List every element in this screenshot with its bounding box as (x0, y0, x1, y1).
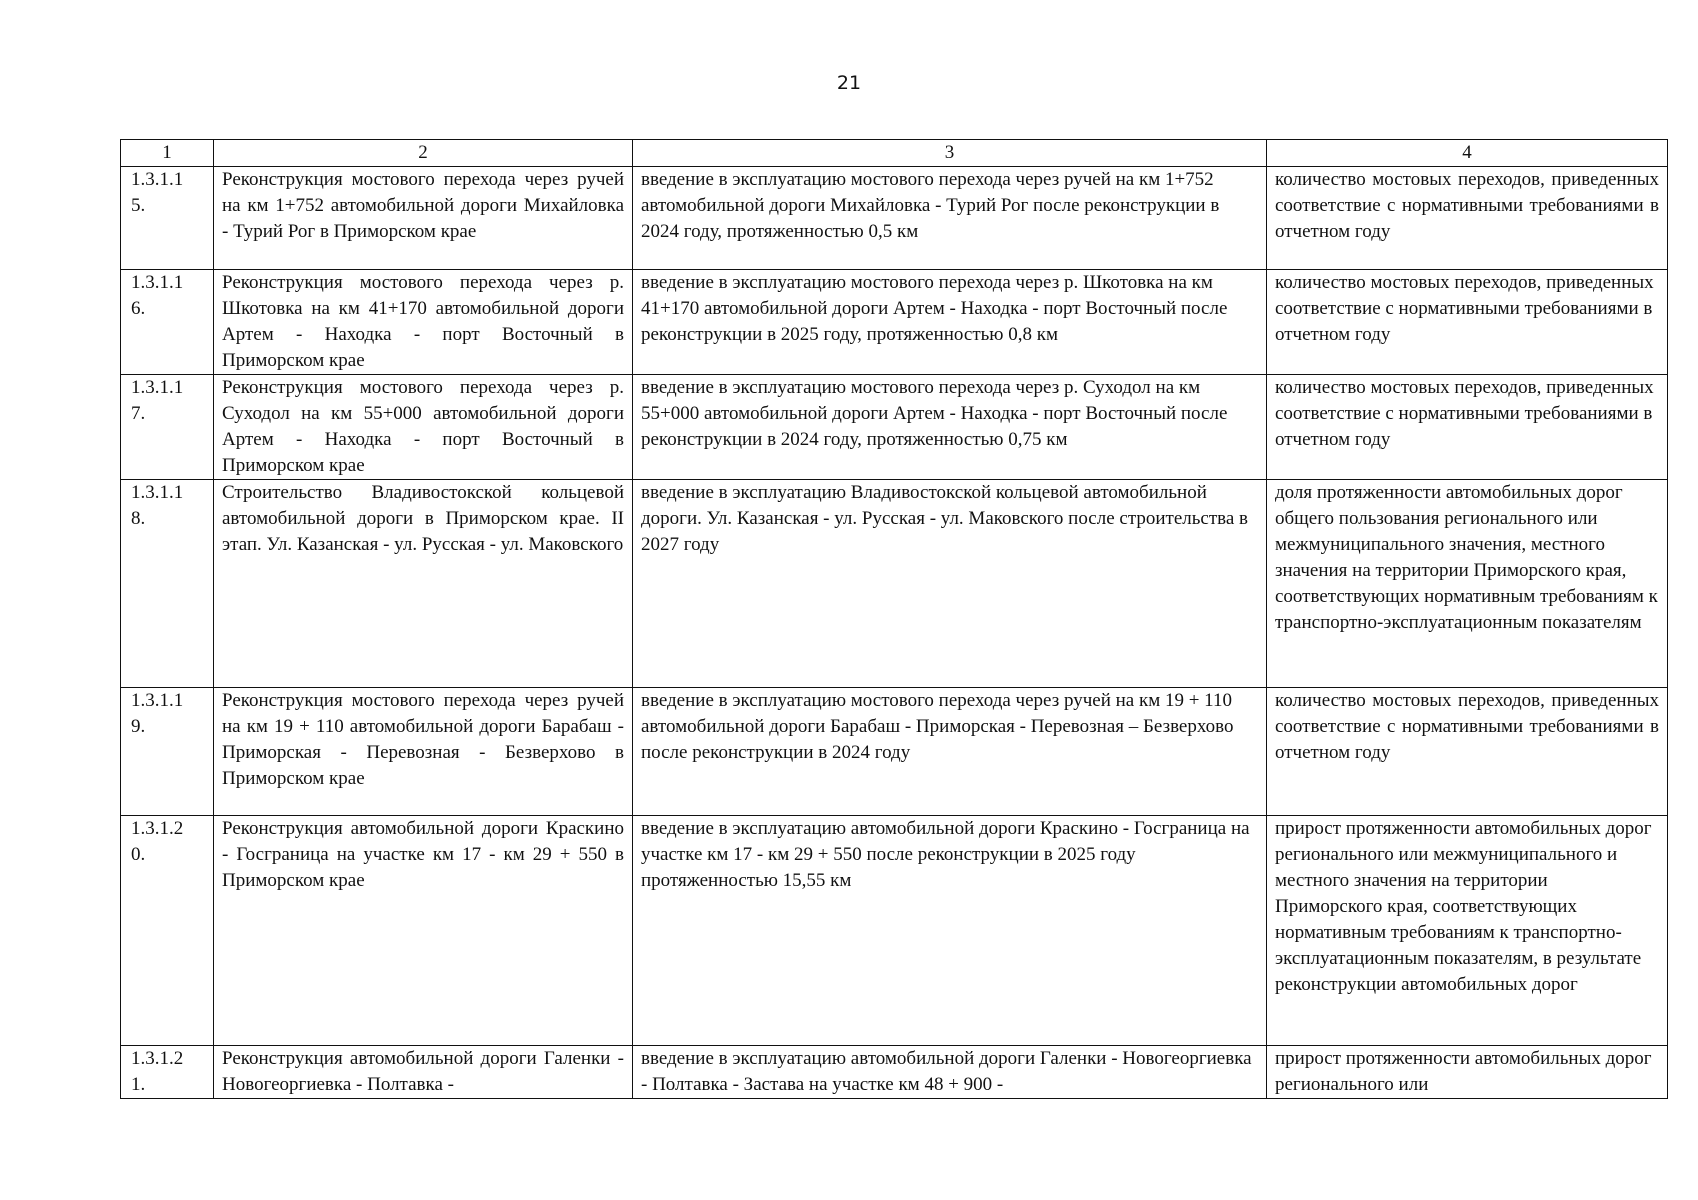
table-row (121, 167, 1668, 270)
row-number: 1.3.1.1 6. (121, 270, 214, 375)
table-row (121, 270, 1668, 375)
indicator-cell: прирост протяженности автомобильных дорог регионального или (1267, 1046, 1668, 1099)
object-name-cell: Строительство Владивостокской кольцевой автомобильной дороги в Приморском крае. II этап. Ул. Казанская - ул. Русская - ул. Маковского (214, 480, 633, 688)
result-cell: введение в эксплуатацию автомобильной дороги Галенки - Новогеоргиевка - Полтавка - Застава на участке км 48 + 900 - (633, 1046, 1267, 1099)
table-row (121, 375, 1668, 480)
column-header: 3 (633, 140, 1267, 167)
table-row (121, 816, 1668, 1046)
row-number: 1.3.1.1 7. (121, 375, 214, 480)
result-cell: введение в эксплуатацию мостового перехода через р. Шкотовка на км 41+170 автомобильной дороги Артем - Находка - порт Восточный после реконструкции в 2025 году, протяженностью 0,8 км (633, 270, 1267, 375)
row-number: 1.3.1.1 9. (121, 688, 214, 816)
indicator-cell: количество мостовых переходов, приведенных соответствие с нормативными требованиями в отчетном году (1267, 270, 1668, 375)
indicator-cell: доля протяженности автомобильных дорог общего пользования регионального или межмуниципального значения, местного значения на территории Приморского края, соответствующих нормативным требованиям к транспортно-эксплуатационным показателям (1267, 480, 1668, 688)
object-name-cell: Реконструкция мостового перехода через р. Шкотовка на км 41+170 автомобильной дороги Артем - Находка - порт Восточный в Приморском крае (214, 270, 633, 375)
object-name-cell: Реконструкция мостового перехода через ручей на км 19 + 110 автомобильной дороги Барабаш - Приморская - Перевозная - Безверхово в Приморском крае (214, 688, 633, 816)
indicator-cell: количество мостовых переходов, приведенных соответствие с нормативными требованиями в отчетном году (1267, 688, 1668, 816)
row-number: 1.3.1.1 5. (121, 167, 214, 270)
row-number: 1.3.1.1 8. (121, 480, 214, 688)
result-cell: введение в эксплуатацию мостового перехода через р. Суходол на км 55+000 автомобильной дороги Артем - Находка - порт Восточный после реконструкции в 2024 году, протяженностью 0,75 км (633, 375, 1267, 480)
row-number: 1.3.1.2 1. (121, 1046, 214, 1099)
table-header-row (121, 140, 1668, 167)
row-number: 1.3.1.2 0. (121, 816, 214, 1046)
indicator-cell: количество мостовых переходов, приведенных соответствие с нормативными требованиями в отчетном году (1267, 375, 1668, 480)
object-name-cell: Реконструкция автомобильной дороги Галенки - Новогеоргиевка - Полтавка - (214, 1046, 633, 1099)
page-number: 21 (836, 72, 862, 94)
indicator-cell: количество мостовых переходов, приведенных соответствие с нормативными требованиями в отчетном году (1267, 167, 1668, 270)
result-cell: введение в эксплуатацию автомобильной дороги Краскино - Госграница на участке км 17 - км 29 + 550 после реконструкции в 2025 году протяженностью 15,55 км (633, 816, 1267, 1046)
result-cell: введение в эксплуатацию мостового перехода через ручей на км 19 + 110 автомобильной дороги Барабаш - Приморская - Перевозная – Безверхово после реконструкции в 2024 году (633, 688, 1267, 816)
column-header: 1 (121, 140, 214, 167)
column-header: 4 (1267, 140, 1668, 167)
program-table (120, 139, 1668, 1099)
result-cell: введение в эксплуатацию мостового перехода через ручей на км 1+752 автомобильной дороги Михайловка - Турий Рог после реконструкции в 2024 году, протяженностью 0,5 км (633, 167, 1267, 270)
object-name-cell: Реконструкция мостового перехода через ручей на км 1+752 автомобильной дороги Михайловка - Турий Рог в Приморском крае (214, 167, 633, 270)
result-cell: введение в эксплуатацию Владивостокской кольцевой автомобильной дороги. Ул. Казанская - ул. Русская - ул. Маковского после строительства в 2027 году (633, 480, 1267, 688)
object-name-cell: Реконструкция автомобильной дороги Краскино - Госграница на участке км 17 - км 29 + 550 в Приморском крае (214, 816, 633, 1046)
indicator-cell: прирост протяженности автомобильных дорог регионального или межмуниципального и местного значения на территории Приморского края, соответствующих нормативным требованиям к транспортно-эксплуатационным показателям, в результате реконструкции автомобильных дорог (1267, 816, 1668, 1046)
table-row (121, 480, 1668, 688)
table-row (121, 688, 1668, 816)
column-header: 2 (214, 140, 633, 167)
table-row (121, 1046, 1668, 1099)
object-name-cell: Реконструкция мостового перехода через р. Суходол на км 55+000 автомобильной дороги Артем - Находка - порт Восточный в Приморском крае (214, 375, 633, 480)
